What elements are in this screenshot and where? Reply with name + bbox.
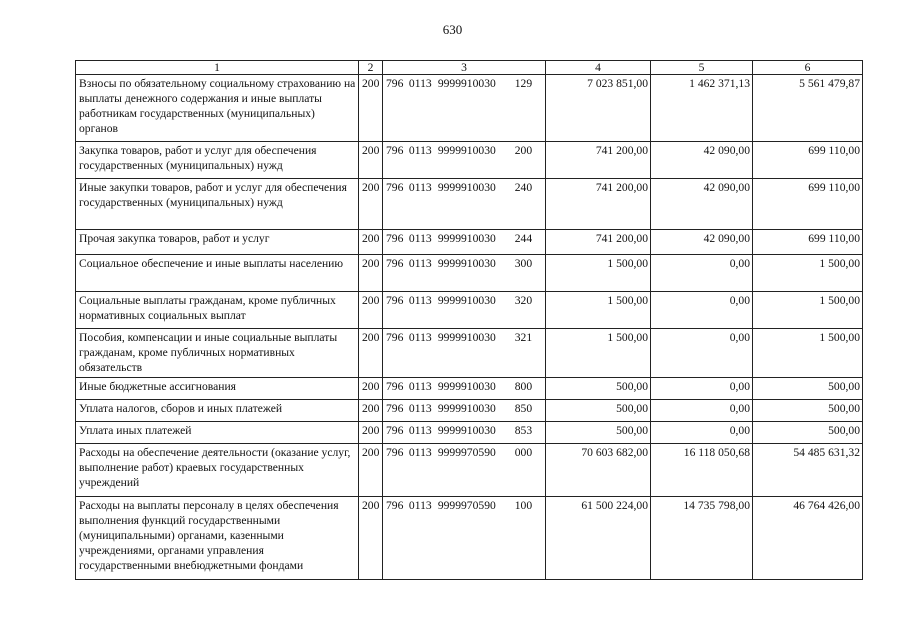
code-section: 0113 bbox=[408, 181, 432, 194]
code-target-article: 9999910030 bbox=[437, 181, 496, 194]
row-description: Социальное обеспечение и иные выплаты населению bbox=[76, 255, 359, 292]
code-ved: 796 bbox=[386, 181, 404, 194]
row-col2-code: 200 bbox=[359, 230, 383, 255]
code-expense-type: 244 bbox=[514, 232, 533, 245]
row-description: Уплата иных платежей bbox=[76, 422, 359, 444]
page-number: 630 bbox=[442, 22, 463, 37]
row-amount-col5: 42 090,00 bbox=[651, 142, 753, 179]
row-amount-col5: 0,00 bbox=[651, 378, 753, 400]
code-ved: 796 bbox=[386, 499, 404, 512]
code-expense-type: 321 bbox=[514, 331, 533, 344]
header-cell-1: 1 bbox=[76, 61, 359, 75]
row-amount-col4: 1 500,00 bbox=[546, 329, 651, 378]
row-amount-col6: 500,00 bbox=[753, 422, 863, 444]
row-classification-code bbox=[383, 329, 546, 378]
row-description: Прочая закупка товаров, работ и услуг bbox=[76, 230, 359, 255]
row-amount-col5: 16 118 050,68 bbox=[651, 444, 753, 497]
code-ved: 796 bbox=[386, 257, 404, 270]
code-expense-type: 853 bbox=[514, 424, 533, 437]
row-col2-code: 200 bbox=[359, 444, 383, 497]
code-target-article: 9999910030 bbox=[437, 380, 496, 393]
code-ved: 796 bbox=[386, 144, 404, 157]
code-expense-type: 129 bbox=[514, 77, 533, 90]
row-amount-col6: 54 485 631,32 bbox=[753, 444, 863, 497]
row-classification-code bbox=[383, 75, 546, 142]
header-cell-3: 3 bbox=[383, 61, 546, 75]
code-ved: 796 bbox=[386, 402, 404, 415]
row-amount-col4: 7 023 851,00 bbox=[546, 75, 651, 142]
table-row bbox=[76, 255, 863, 292]
code-expense-type: 240 bbox=[514, 181, 533, 194]
header-cell-2: 2 bbox=[359, 61, 383, 75]
row-amount-col4: 741 200,00 bbox=[546, 142, 651, 179]
code-expense-type: 320 bbox=[514, 294, 533, 307]
code-ved: 796 bbox=[386, 331, 404, 344]
row-amount-col5: 14 735 798,00 bbox=[651, 497, 753, 580]
row-amount-col5: 0,00 bbox=[651, 292, 753, 329]
code-target-article: 9999910030 bbox=[437, 402, 496, 415]
code-target-article: 9999910030 bbox=[437, 257, 496, 270]
table-row bbox=[76, 142, 863, 179]
row-col2-code: 200 bbox=[359, 75, 383, 142]
row-description: Социальные выплаты гражданам, кроме публичных нормативных социальных выплат bbox=[76, 292, 359, 329]
row-description: Иные бюджетные ассигнования bbox=[76, 378, 359, 400]
header-cell-6: 6 bbox=[753, 61, 863, 75]
row-col2-code: 200 bbox=[359, 255, 383, 292]
code-target-article: 9999910030 bbox=[437, 232, 496, 245]
code-ved: 796 bbox=[386, 446, 404, 459]
row-classification-code bbox=[383, 142, 546, 179]
row-classification-code bbox=[383, 400, 546, 422]
code-expense-type: 800 bbox=[514, 380, 533, 393]
row-amount-col5: 0,00 bbox=[651, 422, 753, 444]
row-amount-col5: 42 090,00 bbox=[651, 179, 753, 230]
row-classification-code bbox=[383, 292, 546, 329]
code-section: 0113 bbox=[408, 77, 432, 90]
code-expense-type: 200 bbox=[514, 144, 533, 157]
row-classification-code bbox=[383, 230, 546, 255]
row-amount-col4: 500,00 bbox=[546, 400, 651, 422]
row-amount-col4: 741 200,00 bbox=[546, 179, 651, 230]
row-col2-code: 200 bbox=[359, 497, 383, 580]
header-cell-5: 5 bbox=[651, 61, 753, 75]
row-amount-col5: 1 462 371,13 bbox=[651, 75, 753, 142]
code-target-article: 9999970590 bbox=[437, 499, 496, 512]
row-col2-code: 200 bbox=[359, 292, 383, 329]
row-col2-code: 200 bbox=[359, 179, 383, 230]
table-header-row bbox=[76, 61, 863, 75]
row-amount-col4: 70 603 682,00 bbox=[546, 444, 651, 497]
code-section: 0113 bbox=[408, 402, 432, 415]
code-section: 0113 bbox=[408, 294, 432, 307]
table-row bbox=[76, 179, 863, 230]
header-cell-4: 4 bbox=[546, 61, 651, 75]
code-section: 0113 bbox=[408, 257, 432, 270]
row-amount-col5: 0,00 bbox=[651, 400, 753, 422]
row-classification-code bbox=[383, 179, 546, 230]
code-section: 0113 bbox=[408, 499, 432, 512]
code-expense-type: 100 bbox=[514, 499, 533, 512]
budget-table bbox=[75, 60, 863, 580]
row-col2-code: 200 bbox=[359, 329, 383, 378]
row-amount-col4: 1 500,00 bbox=[546, 292, 651, 329]
code-target-article: 9999970590 bbox=[437, 446, 496, 459]
row-amount-col4: 61 500 224,00 bbox=[546, 497, 651, 580]
code-expense-type: 300 bbox=[514, 257, 533, 270]
row-amount-col6: 5 561 479,87 bbox=[753, 75, 863, 142]
table-row bbox=[76, 378, 863, 400]
row-amount-col6: 1 500,00 bbox=[753, 255, 863, 292]
code-section: 0113 bbox=[408, 232, 432, 245]
row-classification-code bbox=[383, 378, 546, 400]
code-ved: 796 bbox=[386, 77, 404, 90]
code-target-article: 9999910030 bbox=[437, 424, 496, 437]
row-col2-code: 200 bbox=[359, 378, 383, 400]
row-amount-col6: 699 110,00 bbox=[753, 142, 863, 179]
row-classification-code bbox=[383, 255, 546, 292]
code-expense-type: 850 bbox=[514, 402, 533, 415]
row-amount-col6: 699 110,00 bbox=[753, 230, 863, 255]
table-row bbox=[76, 444, 863, 497]
row-amount-col5: 42 090,00 bbox=[651, 230, 753, 255]
row-description: Пособия, компенсации и иные социальные выплаты гражданам, кроме публичных нормативных обязательств bbox=[76, 329, 359, 378]
row-amount-col4: 1 500,00 bbox=[546, 255, 651, 292]
code-section: 0113 bbox=[408, 380, 432, 393]
code-target-article: 9999910030 bbox=[437, 77, 496, 90]
row-amount-col4: 500,00 bbox=[546, 422, 651, 444]
table-row bbox=[76, 422, 863, 444]
budget-table-body bbox=[76, 61, 863, 580]
row-amount-col6: 1 500,00 bbox=[753, 292, 863, 329]
row-description: Иные закупки товаров, работ и услуг для обеспечения государственных (муниципальных) нужд bbox=[76, 179, 359, 230]
table-row bbox=[76, 329, 863, 378]
table-row bbox=[76, 292, 863, 329]
row-description: Уплата налогов, сборов и иных платежей bbox=[76, 400, 359, 422]
row-classification-code bbox=[383, 497, 546, 580]
code-section: 0113 bbox=[408, 331, 432, 344]
code-ved: 796 bbox=[386, 232, 404, 245]
row-amount-col6: 1 500,00 bbox=[753, 329, 863, 378]
row-col2-code: 200 bbox=[359, 422, 383, 444]
row-amount-col4: 741 200,00 bbox=[546, 230, 651, 255]
code-section: 0113 bbox=[408, 446, 432, 459]
row-description: Расходы на выплаты персоналу в целях обеспечения выполнения функций государственными (муниципальными) органами, казенными учреждениями, органами управления государственными внебюджетными фондами bbox=[76, 497, 359, 580]
row-amount-col6: 46 764 426,00 bbox=[753, 497, 863, 580]
row-description: Взносы по обязательному социальному страхованию на выплаты денежного содержания и иные выплаты работникам государственных (муниципальных) органов bbox=[76, 75, 359, 142]
code-ved: 796 bbox=[386, 424, 404, 437]
row-col2-code: 200 bbox=[359, 400, 383, 422]
table-row bbox=[76, 75, 863, 142]
row-col2-code: 200 bbox=[359, 142, 383, 179]
row-amount-col6: 500,00 bbox=[753, 378, 863, 400]
row-description: Расходы на обеспечение деятельности (оказание услуг, выполнение работ) краевых государственных учреждений bbox=[76, 444, 359, 497]
code-ved: 796 bbox=[386, 380, 404, 393]
table-row bbox=[76, 400, 863, 422]
table-row bbox=[76, 230, 863, 255]
code-target-article: 9999910030 bbox=[437, 331, 496, 344]
row-description: Закупка товаров, работ и услуг для обеспечения государственных (муниципальных) нужд bbox=[76, 142, 359, 179]
code-section: 0113 bbox=[408, 144, 432, 157]
code-expense-type: 000 bbox=[514, 446, 533, 459]
code-target-article: 9999910030 bbox=[437, 144, 496, 157]
row-classification-code bbox=[383, 444, 546, 497]
row-amount-col5: 0,00 bbox=[651, 329, 753, 378]
row-amount-col6: 500,00 bbox=[753, 400, 863, 422]
row-amount-col5: 0,00 bbox=[651, 255, 753, 292]
code-section: 0113 bbox=[408, 424, 432, 437]
row-classification-code bbox=[383, 422, 546, 444]
code-target-article: 9999910030 bbox=[437, 294, 496, 307]
table-row bbox=[76, 497, 863, 580]
code-ved: 796 bbox=[386, 294, 404, 307]
row-amount-col6: 699 110,00 bbox=[753, 179, 863, 230]
row-amount-col4: 500,00 bbox=[546, 378, 651, 400]
